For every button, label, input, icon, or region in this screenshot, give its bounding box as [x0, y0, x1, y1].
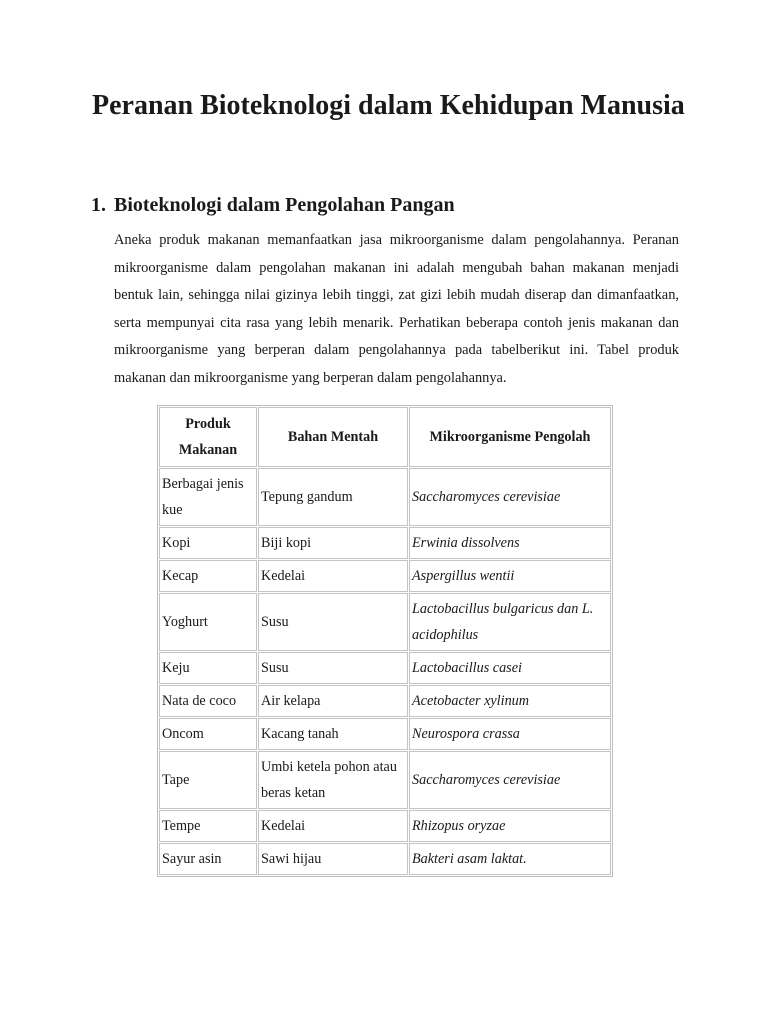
table-row: [159, 718, 611, 750]
food-microorganism-table: [157, 405, 613, 877]
section-heading: [91, 194, 455, 217]
cell-produk: Oncom: [159, 718, 257, 750]
table-row: [159, 593, 611, 651]
cell-mikroorganisme: Lactobacillus bulgaricus dan L. acidophilus: [409, 593, 611, 651]
cell-bahan: Susu: [258, 652, 408, 684]
cell-mikroorganisme: Lactobacillus casei: [409, 652, 611, 684]
cell-produk: Yoghurt: [159, 593, 257, 651]
cell-bahan: Kedelai: [258, 810, 408, 842]
table-row: [159, 527, 611, 559]
header-produk-makanan: Produk Makanan: [159, 407, 257, 467]
cell-produk: Keju: [159, 652, 257, 684]
section-paragraph: Aneka produk makanan memanfaatkan jasa mikroorganisme dalam pengolahannya. Peranan mikroorganisme dalam pengolahan makanan ini adalah mengubah bahan makanan menjadi bentuk lain, sehingga nilai gizinya lebih tinggi, zat gizi lebih mudah diserap dan dimanfaatkan, serta mempunyai cita rasa yang lebih menarik. Perhatikan beberapa contoh jenis makanan dan mikroorganisme yang berperan dalam pengolahannya pada tabelberikut ini. Tabel produk makanan dan mikroorganisme yang berperan dalam pengolahannya.: [114, 232, 679, 386]
page-title: Peranan Bioteknologi dalam Kehidupan Manusia: [92, 90, 685, 121]
cell-mikroorganisme: Acetobacter xylinum: [409, 685, 611, 717]
cell-bahan: Kacang tanah: [258, 718, 408, 750]
section-heading-text: Bioteknologi dalam Pengolahan Pangan: [114, 194, 455, 216]
table-row: [159, 685, 611, 717]
table-header-row: [159, 407, 611, 467]
table-row: [159, 468, 611, 526]
cell-mikroorganisme: Saccharomyces cerevisiae: [409, 468, 611, 526]
cell-mikroorganisme: Neurospora crassa: [409, 718, 611, 750]
cell-bahan: Air kelapa: [258, 685, 408, 717]
table-row: [159, 751, 611, 809]
cell-produk: Kecap: [159, 560, 257, 592]
cell-produk: Tempe: [159, 810, 257, 842]
cell-mikroorganisme: Aspergillus wentii: [409, 560, 611, 592]
cell-bahan: Sawi hijau: [258, 843, 408, 875]
cell-mikroorganisme: Erwinia dissolvens: [409, 527, 611, 559]
table-row: [159, 843, 611, 875]
cell-produk: Tape: [159, 751, 257, 809]
cell-bahan: Biji kopi: [258, 527, 408, 559]
cell-produk: Sayur asin: [159, 843, 257, 875]
cell-bahan: Kedelai: [258, 560, 408, 592]
cell-mikroorganisme: Saccharomyces cerevisiae: [409, 751, 611, 809]
table-row: [159, 810, 611, 842]
cell-bahan: Tepung gandum: [258, 468, 408, 526]
cell-bahan: Umbi ketela pohon atau beras ketan: [258, 751, 408, 809]
cell-bahan: Susu: [258, 593, 408, 651]
table-row: [159, 652, 611, 684]
header-mikroorganisme-pengolah: Mikroorganisme Pengolah: [409, 407, 611, 467]
cell-produk: Berbagai jenis kue: [159, 468, 257, 526]
cell-produk: Nata de coco: [159, 685, 257, 717]
table-row: [159, 560, 611, 592]
header-bahan-mentah: Bahan Mentah: [258, 407, 408, 467]
section-number: 1.: [91, 194, 106, 216]
cell-produk: Kopi: [159, 527, 257, 559]
cell-mikroorganisme: Bakteri asam laktat.: [409, 843, 611, 875]
cell-mikroorganisme: Rhizopus oryzae: [409, 810, 611, 842]
